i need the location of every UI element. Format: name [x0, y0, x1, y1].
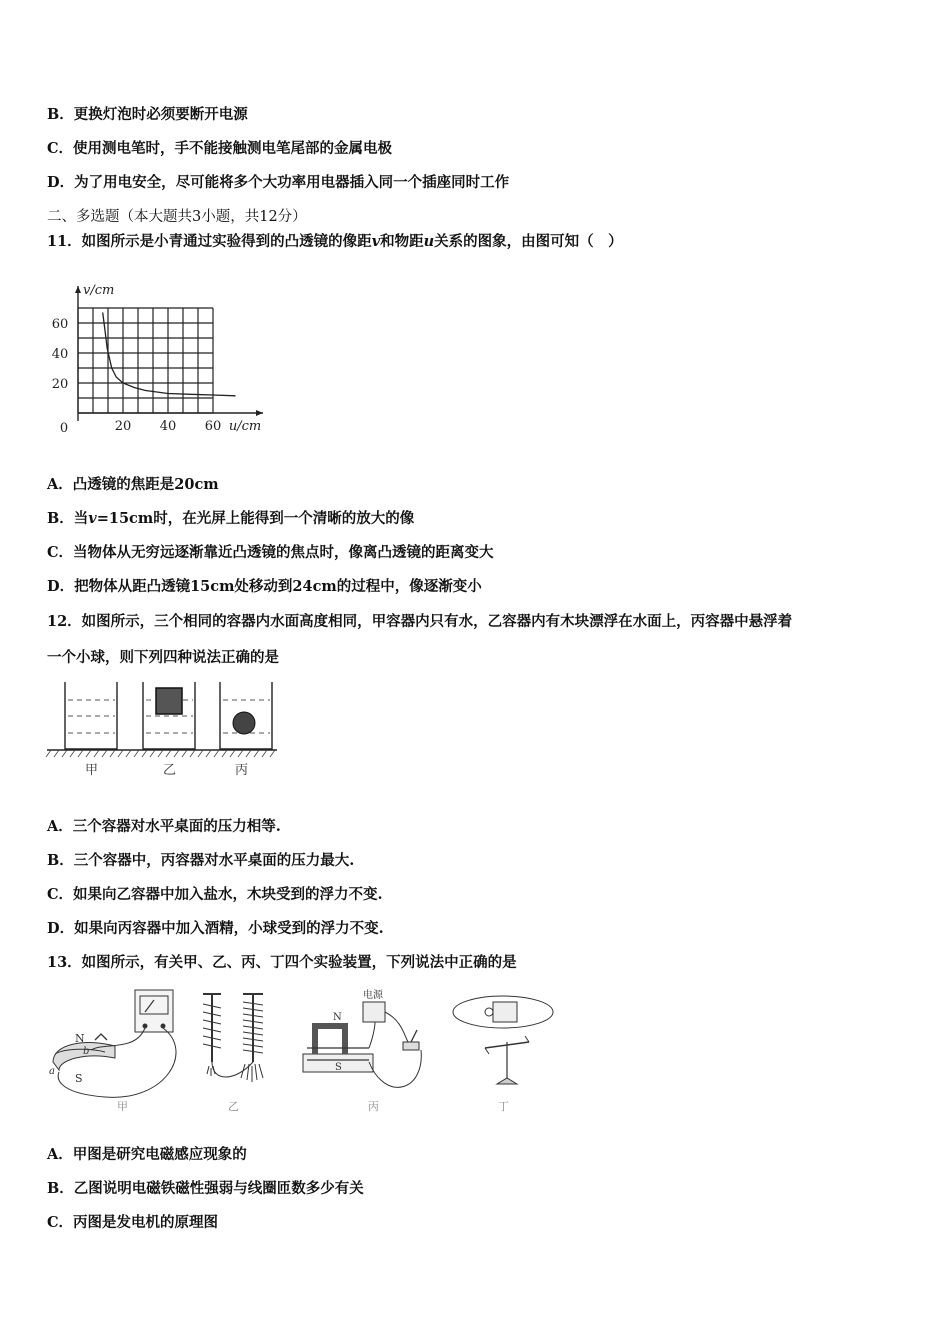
q11-option-c: [47, 541, 494, 562]
y-tick-label: 60: [51, 317, 69, 332]
option-letter: A．: [47, 1146, 73, 1163]
option-letter: A．: [47, 476, 73, 493]
option-text: 当物体从无穷远逐渐靠近凸透镜的焦点时，像离凸透镜的距离变大: [73, 544, 494, 561]
q11-var-v: v: [371, 233, 381, 250]
section-title: 二、多选题（本大题共3小题，共12分）: [47, 209, 307, 225]
label-13-yi: 乙: [228, 1100, 239, 1113]
y-tick-label: 20: [51, 377, 69, 392]
label-a1: a: [49, 1066, 55, 1077]
option-letter: B．: [47, 852, 74, 869]
x-tick-label: 20: [114, 419, 132, 434]
option-text: 如果向乙容器中加入盐水，木块受到的浮力不变.: [73, 886, 383, 903]
label-jia: 甲: [85, 763, 99, 778]
option-text: 为了用电安全，尽可能将多个大功率用电器插入同一个插座同时工作: [74, 174, 510, 191]
label-13-ding: 丁: [498, 1100, 509, 1113]
option-letter: D．: [47, 174, 75, 191]
apparatus-bing: [303, 988, 421, 1087]
option-letter: C．: [47, 886, 74, 903]
label-13-jia: 甲: [117, 1100, 128, 1113]
option-letter: C．: [47, 544, 74, 561]
q11-stem-part: 和物距: [380, 233, 424, 250]
option-letter: C．: [47, 140, 74, 157]
q13-option-b: [47, 1177, 364, 1198]
q12-option-b: [47, 849, 354, 870]
option-var: v: [88, 510, 97, 527]
label-bing: 丙: [235, 763, 249, 778]
option-letter: A．: [47, 818, 73, 835]
container-bing: [220, 682, 272, 749]
apparatus-jia: [49, 990, 176, 1097]
option-text: 如果向丙容器中加入酒精，小球受到的浮力不变.: [74, 920, 384, 937]
label-yi: 乙: [163, 763, 177, 778]
option-text: =15cm时，在光屏上能得到一个清晰的放大的像: [96, 510, 415, 527]
y-axis-arrow: [75, 286, 81, 293]
chart-grid: [78, 308, 213, 413]
apparatus-yi: [203, 994, 263, 1082]
label-power: 电源: [363, 990, 383, 1001]
option-letter: B．: [47, 510, 74, 527]
q13-stem: 13．如图所示，有关甲、乙、丙、丁四个实验装置，下列说法中正确的是: [47, 954, 517, 971]
q10-option-d: [47, 171, 509, 192]
q13-figure: [45, 982, 565, 1117]
q13-option-c: [47, 1211, 218, 1232]
q11-option-a: [47, 473, 219, 494]
x-tick-label: 40: [159, 419, 177, 434]
q12-stem-line2: 一个小球，则下列四种说法正确的是: [47, 649, 279, 666]
label-s1: S: [75, 1072, 83, 1085]
label-n3: N: [333, 1012, 342, 1023]
option-text: 三个容器对水平桌面的压力相等.: [72, 818, 281, 835]
q11-chart: [40, 258, 262, 443]
q12-figure: [45, 678, 285, 778]
option-letter: D．: [47, 920, 75, 937]
label-b1: b: [83, 1046, 90, 1057]
option-letter: B．: [47, 106, 74, 123]
q11-var-u: u: [423, 233, 435, 250]
option-text: 当: [73, 510, 89, 527]
option-letter: C．: [47, 1214, 74, 1231]
q11-stem-part: 11．如图所示是小青通过实验得到的凸透镜的像距: [47, 233, 372, 250]
option-text: 丙图是发电机的原理图: [73, 1214, 219, 1231]
wood-block: [156, 688, 182, 714]
x-axis-arrow: [256, 410, 263, 416]
q13-option-a: [47, 1143, 247, 1164]
x-axis-label: u/cm: [228, 419, 262, 434]
x-tick-label: 60: [204, 419, 222, 434]
container-jia: [65, 682, 117, 749]
q11-option-b: [47, 507, 414, 528]
q11-stem-part: 关系的图象，由图可知（ ）: [434, 233, 623, 250]
option-text: 更换灯泡时必须要断开电源: [73, 106, 248, 123]
q12-option-a: [47, 815, 281, 836]
q10-option-c: [47, 137, 392, 158]
suspended-ball: [233, 712, 255, 734]
option-letter: D．: [47, 578, 75, 595]
label-13-bing: 丙: [368, 1100, 379, 1113]
label-s3: S: [335, 1062, 342, 1073]
origin-label: 0: [59, 421, 69, 436]
option-text: 乙图说明电磁铁磁性强弱与线圈匝数多少有关: [73, 1180, 364, 1197]
option-text: 使用测电笔时，手不能接触测电笔尾部的金属电极: [73, 140, 393, 157]
q11-stem: [47, 230, 623, 251]
y-axis-label: v/cm: [83, 283, 115, 298]
q12-option-c: [47, 883, 383, 904]
label-n1: N: [75, 1032, 85, 1045]
option-text: 三个容器中，丙容器对水平桌面的压力最大.: [73, 852, 355, 869]
y-tick-label: 40: [51, 347, 69, 362]
container-yi: [143, 682, 195, 749]
option-text: 凸透镜的焦距是20cm: [72, 476, 219, 493]
q11-option-d: [47, 575, 482, 596]
option-letter: B．: [47, 1180, 74, 1197]
option-text: 把物体从距凸透镜15cm处移动到24cm的过程中，像逐渐变小: [74, 578, 482, 595]
q12-stem-line1: 12．如图所示，三个相同的容器内水面高度相同，甲容器内只有水，乙容器内有木块漂浮在水面上，丙容器中悬浮着: [47, 613, 793, 630]
option-text: 甲图是研究电磁感应现象的: [72, 1146, 247, 1163]
q10-option-b: [47, 103, 248, 124]
q12-option-d: [47, 917, 384, 938]
table-hatching: [46, 750, 275, 757]
apparatus-ding: [453, 996, 553, 1084]
